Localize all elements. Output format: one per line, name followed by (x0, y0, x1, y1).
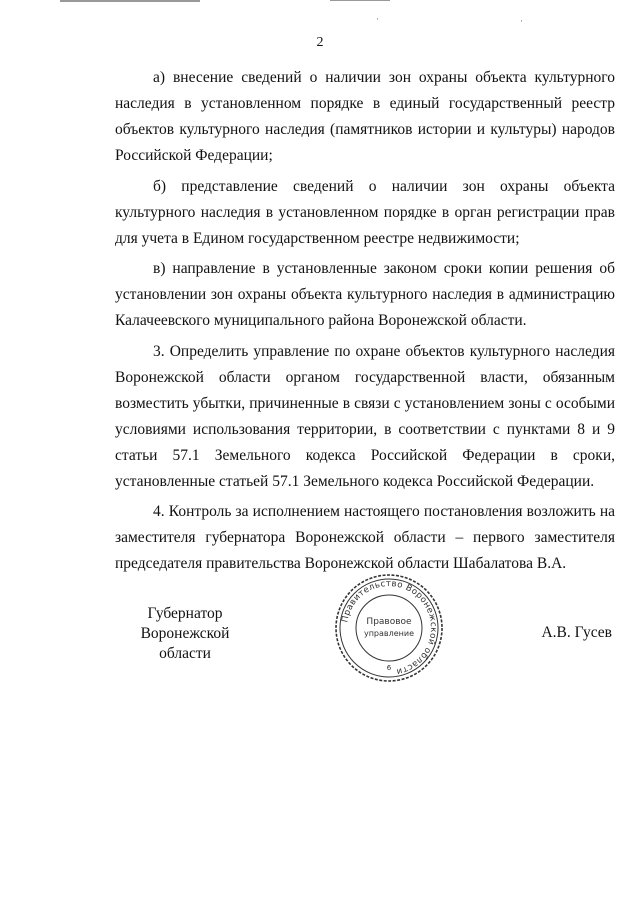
stamp-inner-line1: Правовое (366, 617, 412, 627)
stamp-ring-text: Правительство Воронежской области (340, 578, 439, 677)
scan-edge-mark (60, 0, 200, 2)
scan-speck: · (520, 16, 523, 26)
paragraph-4: 4. Контроль за исполнением настоящего постановления возложить на заместителя губернатора Воронежской области – первого заместителя председателя правительства Воронежской области Шабалатова В.А. (115, 503, 615, 572)
stamp-inner-line2: управление (363, 629, 415, 638)
signatory-title-line2: Воронежской области (140, 625, 230, 662)
document-body (115, 65, 615, 582)
scan-edge-mark (330, 0, 390, 1)
official-stamp (333, 572, 445, 684)
paragraph-a: а) внесение сведений о наличии зон охраны объекта культурного наследия в установленном порядке в единый государственный реестр объектов культурного наследия (памятников истории и культуры) народов Российской Федерации; (115, 69, 615, 164)
scan-speck: · (376, 14, 379, 24)
paragraph-3: 3. Определить управление по охране объектов культурного наследия Воронежской области органом государственной власти, обязанным возместить убытки, причиненные в связи с установлением зоны с особыми условиями использования территории, в соответствии с пунктами 8 и 9 статьи 57.1 Земельного кодекса Российской Федерации в сроки, установленные статьей 57.1 Земельного кодекса Российской Федерации. (115, 342, 615, 490)
paragraph-b: б) представление сведений о наличии зон охраны объекта культурного наследия в установленном порядке в орган регистрации прав для учета в Едином государственном реестре недвижимости; (115, 177, 615, 247)
paragraph-c: в) направление в установленные законом сроки копии решения об установлении зон охраны объекта культурного наследия в администрацию Калачеевского муниципального района Воронежской области. (115, 260, 615, 329)
signatory-title-line1: Губернатор (147, 605, 223, 622)
page-number: 2 (316, 35, 324, 50)
stamp-mark: 6 (386, 664, 392, 672)
signatory-name: А.В. Гусев (541, 624, 612, 641)
signatory-title (115, 604, 255, 664)
